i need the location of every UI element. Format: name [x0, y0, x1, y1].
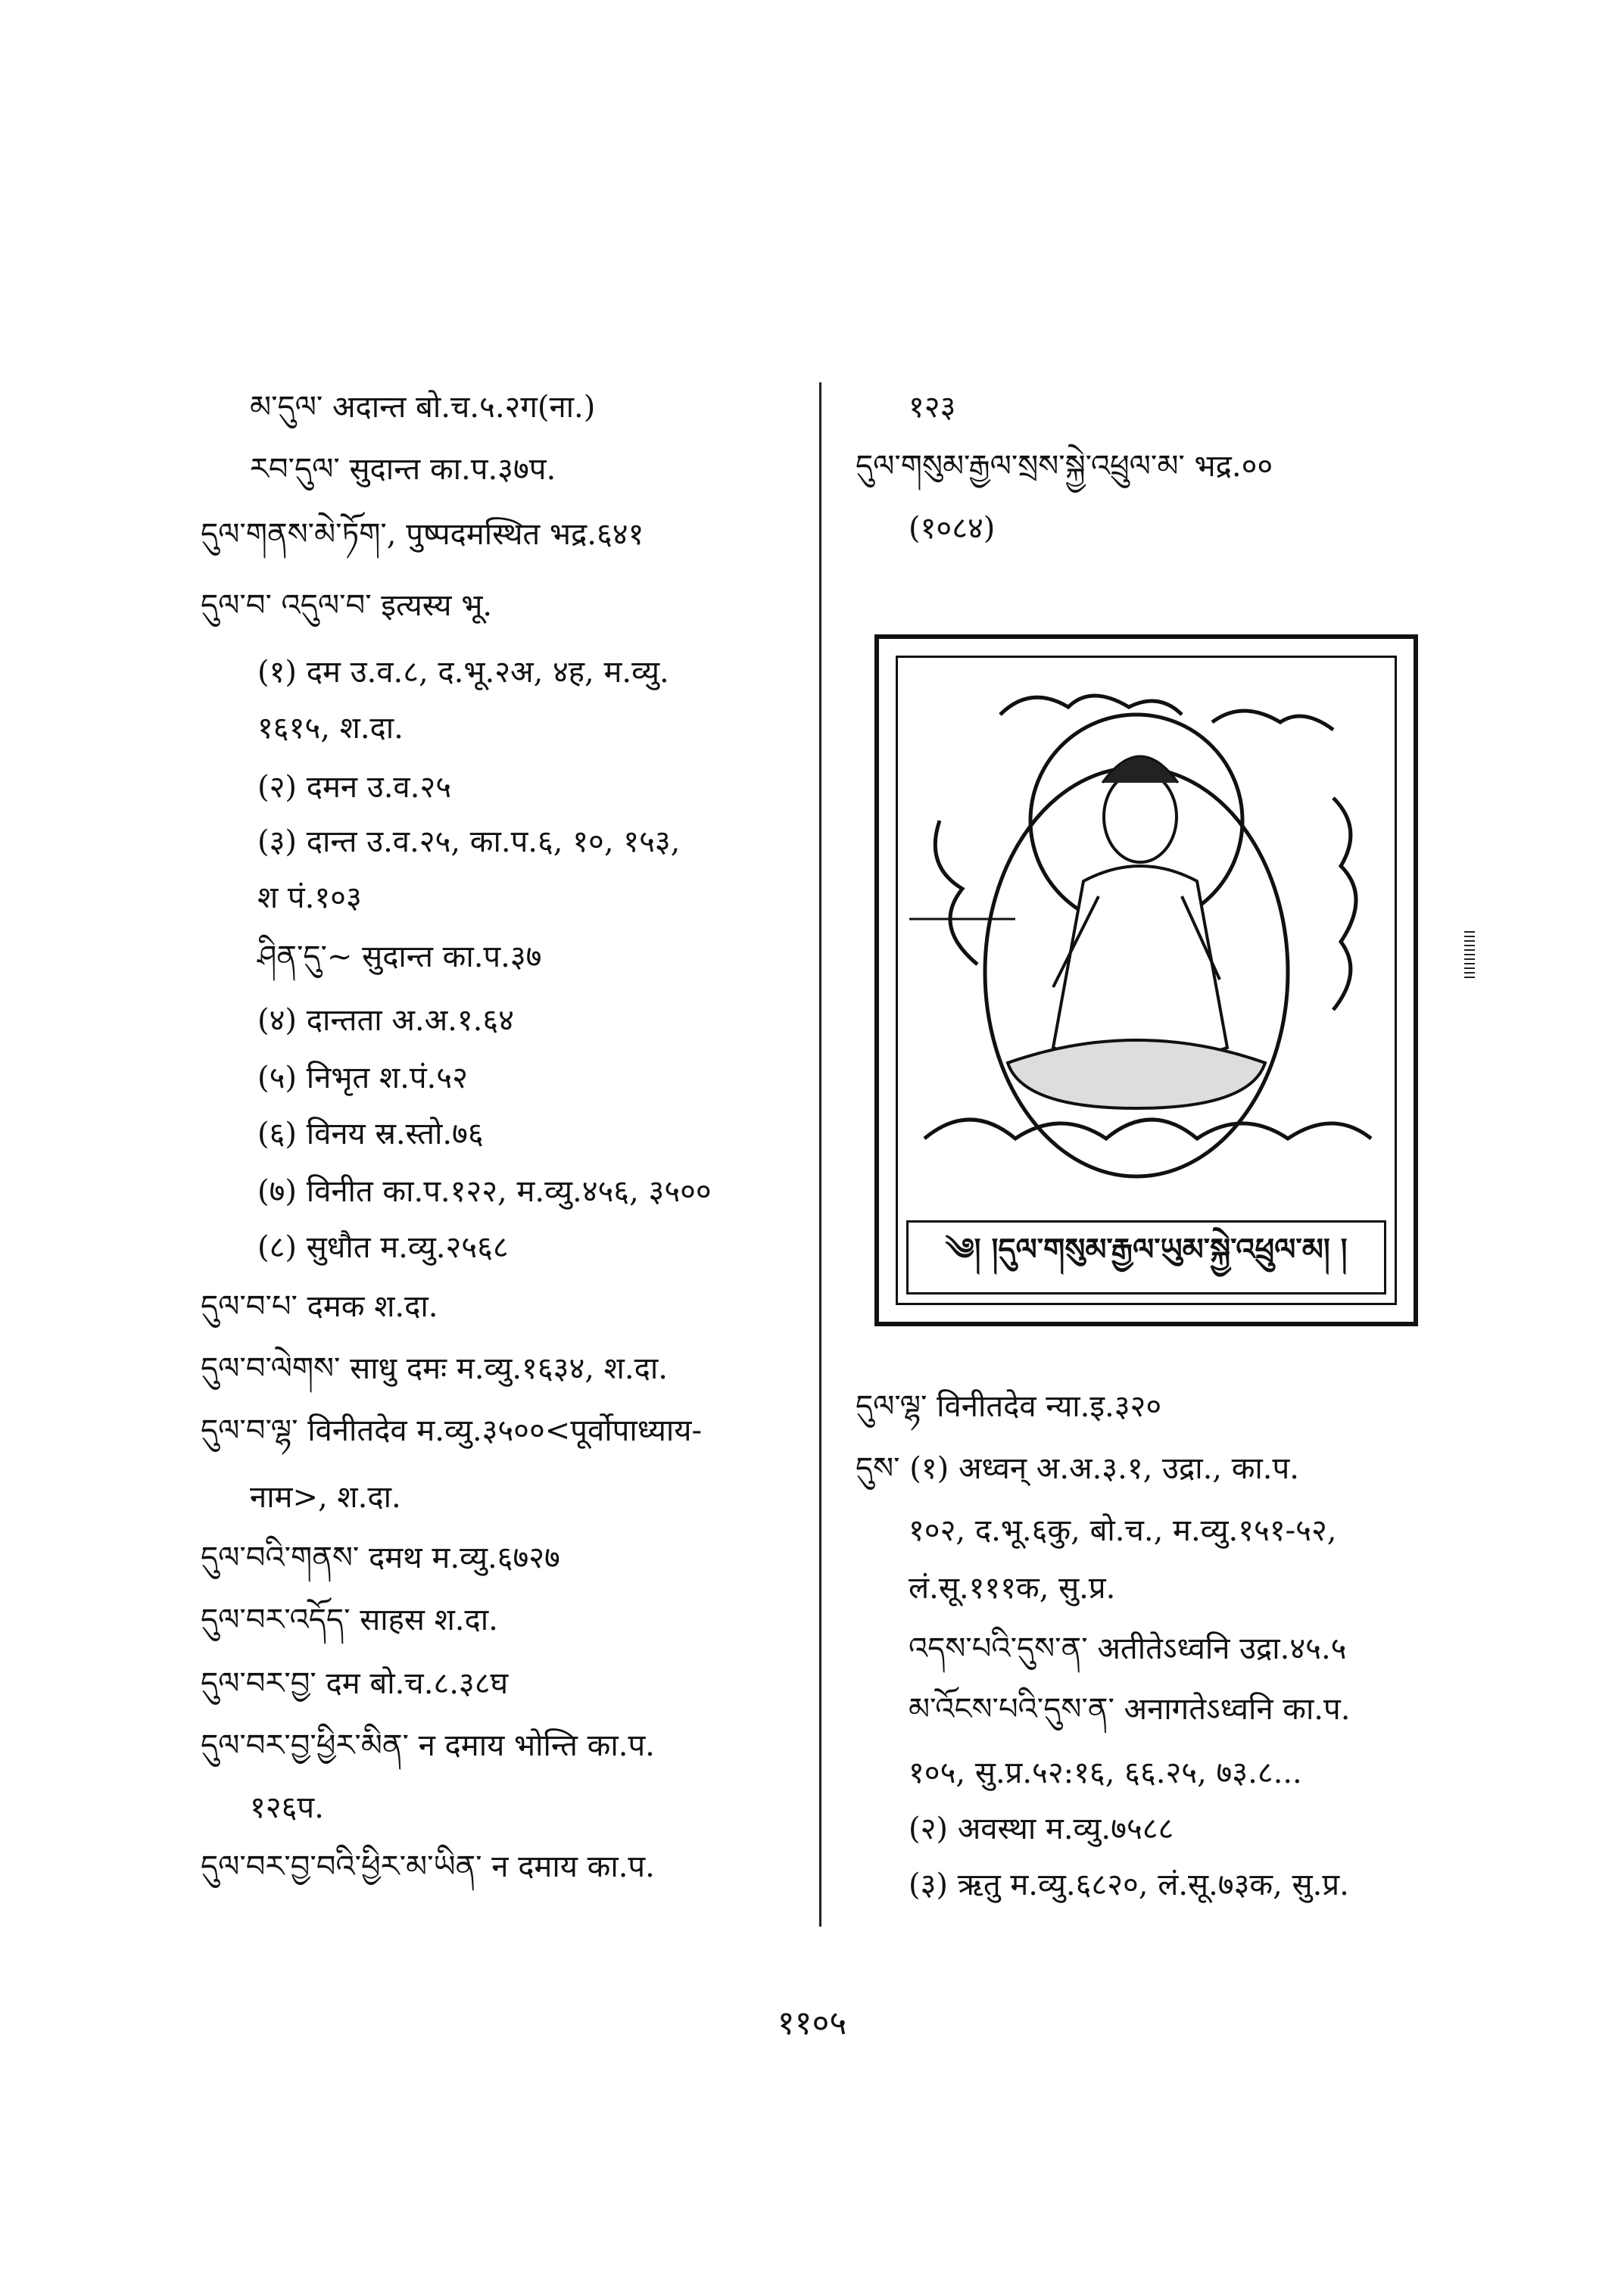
entry-sense: (३) दान्त उ.व.२५, का.प.६, १०, १५३, — [257, 824, 681, 859]
entry-headword: དུལ་བར་བྱ་ दम बो.च.८.३८घ — [201, 1666, 509, 1701]
entry-line: རབ་དུལ་ सुदान्त का.प.३७प. — [250, 452, 556, 487]
entry-headword: དུལ་ལྷ་ विनीतदेव न्या.इ.३२० — [856, 1389, 1162, 1424]
entry-line: (१०८४) — [909, 511, 996, 546]
entry-line: नाम>, श.दा. — [250, 1480, 401, 1515]
entry-headword: དུལ་བའི་གནས་ दमथ म.व्यु.६७२७ — [201, 1541, 560, 1575]
page-number: ११०५ — [777, 2004, 847, 2042]
entry-headword: དུལ་བ་ འདུལ་བ་ इत्यस्य भू. — [201, 588, 493, 623]
entry-line: १०५, सु.प्र.५२:१६, ६६.२५, ७३.८... — [909, 1756, 1302, 1790]
entry-headword: དུལ་བར་བྱ་ཕྱིར་མིན་ न दमाय भोन्ति का.प. — [201, 1728, 655, 1763]
entry-headword: དུལ་བ་ལྷ་ विनीतदेव म.व्यु.३५००<पूर्वोपाध्याय- — [201, 1413, 703, 1448]
entry-sense: (७) विनीत का.प.१२२, म.व्यु.४५६, ३५०० — [257, 1174, 712, 1209]
entry-line: लं.सू.१११क, सु.प्र. — [909, 1571, 1116, 1606]
margin-mark — [1464, 931, 1475, 978]
entry-line: श पं.१०३ — [257, 880, 362, 915]
entry-line: १६१५, श.दा. — [257, 711, 404, 746]
entry-line: १२३ — [909, 390, 956, 425]
entry-sense: (२) दमन उ.व.२५ — [257, 770, 451, 805]
entry-sense: (४) दान्तता अ.अ.१.६४ — [257, 1003, 514, 1038]
entry-line: १०२, द.भू.६कु, बो.च., म.व्यु.१५१-५२, — [909, 1513, 1337, 1548]
entry-headword: དུལ་བར་བྱ་བའི་ཕྱིར་མ་ཡིན་ न दमाय का.प. — [201, 1849, 655, 1884]
entry-sense: (२) अवस्था म.व्यु.७५८८ — [909, 1812, 1174, 1846]
entry-sense: (१) दम उ.व.८, द.भू.२अ, ४ह, म.व्यु. — [257, 655, 669, 690]
entry-line: १२६प. — [250, 1790, 324, 1825]
entry-headword: དུས་ (१) अध्वन् अ.अ.३.१, उद्रा., का.प. — [856, 1451, 1299, 1486]
entry-sense: (३) ऋतु म.व्यु.६८२०, लं.सू.७३क, सु.प्र. — [909, 1868, 1349, 1902]
entry-headword: དུལ་བ་ལེགས་ साधु दमः म.व्यु.१६३४, श.दा. — [201, 1351, 668, 1386]
entry-headword: དུལ་གསུམ་རྒྱལ་སྲས་སྐྱེ་འཕྲུལ་མ་ भद्र.०० — [856, 449, 1273, 484]
entry-sense: (६) विनय स्र.स्तो.७६ — [257, 1117, 484, 1151]
entry-sub: མ་འོངས་པའི་དུས་ན་ अनागतेऽध्वनि का.प. — [909, 1692, 1351, 1727]
illustration-frame — [874, 634, 1418, 1326]
entry-sub: ཤིན་དུ་~ सुदान्त का.प.३७ — [257, 939, 542, 974]
entry-headword: དུལ་བར་འདོད་ साहस श.दा. — [201, 1603, 498, 1637]
entry-sense: (५) निभृत श.पं.५२ — [257, 1061, 468, 1095]
deity-illustration — [909, 669, 1388, 1192]
illustration-caption: ༄། །དུལ་གསུམ་རྒྱལ་ཡུམ་སྐྱེ་འཕྲུལ་མ། ། — [906, 1220, 1386, 1294]
entry-line: མ་དུལ་ अदान्त बो.च.५.२ग(ना.) — [250, 390, 596, 425]
entry-headword: དུལ་གནས་མེ་ཏོག་, पुष्पदमस्थित भद्र.६४१ — [201, 517, 644, 552]
entry-sub: འདས་པའི་དུས་ན་ अतीतेऽध्वनि उद्रा.४५.५ — [909, 1631, 1347, 1666]
entry-sense: (८) सुधौत म.व्यु.२५६८ — [257, 1230, 509, 1265]
column-divider — [819, 382, 821, 1927]
entry-headword: དུལ་བ་པ་ दमक श.दा. — [201, 1289, 438, 1324]
